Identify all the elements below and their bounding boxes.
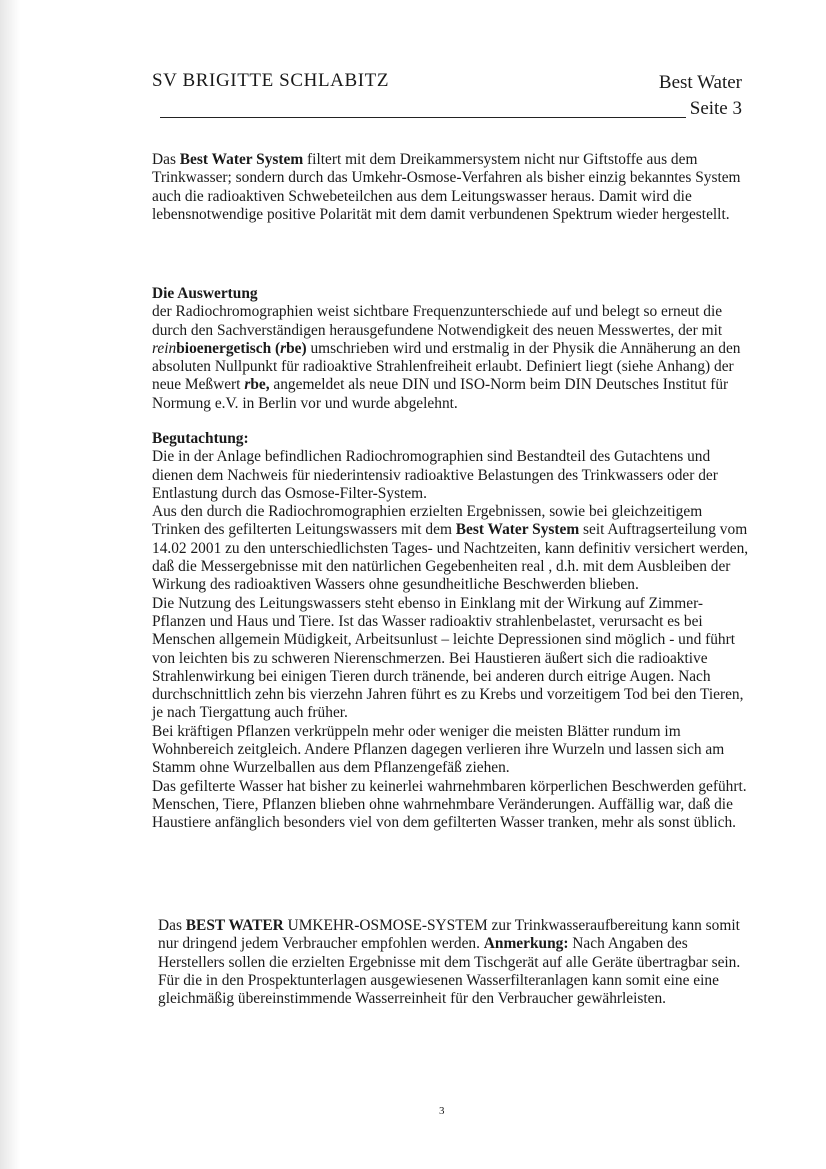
begutachtung-paragraph-2 [152,503,752,594]
begutachtung-section [152,430,752,833]
begutachtung-p2-text-b: seit Auftragserteilung vom 14.02 2001 zu den unterschiedlichsten Tages- und Nachtzeiten, kann definitiv versichert werden, daß die Messergebnisse mit den natürlichen Gegebenheiten real , d.h. mit dem Ausbleiben der Wirkung des radioaktiven Wassers ohne gesundheitliche Beschwerden blieben. [152,521,749,594]
begutachtung-p2-text-a: Aus den durch die Radiochromographien erzielten Ergebnissen, sowie bei gleichzeitigem Trinken des gefilterten Leitungswassers mit dem [152,503,703,539]
intro-paragraph [152,151,752,224]
auswertung-text-1: der Radiochromographien weist sichtbare Frequenzunterschiede auf und belegt so erneut die durch den Sachverständigen herausgefundene Notwendigkeit des neuen Messwertes, der mit [152,303,723,339]
conclusion-text-2: Nach Angaben des Herstellers sollen die erzielten Ergebnisse mit dem Tischgerät auf alle Geräte übertragbar sein. Für die in den Prospektunterlagen ausgewiesenen Wasserfilteranlagen kann somit eine eine gleichmäßig übereinstimmende Wasserreinheit für den Verbraucher gewährleisten. [158,935,741,1008]
auswertung-text-2: umschrieben wird und erstmalig in der Physik die Annäherung an den absoluten Nullpunkt für radioaktive Strahlenfreiheit erlaubt. Definiert liegt (siehe Anhang) der neue Meßwert [152,339,741,394]
begutachtung-heading: Begutachtung: [152,430,249,447]
conclusion-text-1: UMKEHR-OSMOSE-SYSTEM zur Trinkwasseraufbereitung kann somit nur dringend jedem Verbraucher empfohlen werden. [158,917,740,953]
intro-text: filtert mit dem Dreikammersystem nicht nur Giftstoffe aus dem Trinkwasser; sondern durch das Umkehr-Osmose-Verfahren als bisher einzig bekanntes System auch die radioaktiven Schwebeteilchen aus dem Leitungswasser heraus. Damit wird die lebensnotwendige positive Polarität mit dem damit verbundenen Spektrum wieder hergestellt. [152,151,741,223]
auswertung-text-3: angemeldet als neue DIN und ISO-Norm beim DIN Deutsches Institut für Normung e.V. in Berlin vor und wurde abgelehnt. [152,376,729,412]
header-rule [160,117,686,118]
header-product: Best Water [658,72,742,93]
auswertung-paragraph [152,303,752,413]
auswertung-rein: rein [152,339,177,357]
intro-bold-product: Best Water System [179,151,304,168]
begutachtung-paragraph-1: Die in der Anlage befindlichen Radiochromographien sind Bestandteil des Gutachtens und dienen dem Nachweis für niederintensiv radioaktive Belastungen des Trinkwassers oder der Entlastung durch das Osmose-Filter-System. [152,448,718,502]
auswertung-bio: bioenergetisch ( [176,339,281,357]
header-page-label: Seite 3 [689,98,742,119]
auswertung-rbe-r: r [244,376,251,394]
scan-edge-shadow [0,0,20,1169]
page-number: 3 [439,1105,445,1117]
header-author: SV BRIGITTE SCHLABITZ [152,70,390,91]
begutachtung-p2-bold-product: Best Water System [455,521,580,539]
auswertung-r: r [280,339,287,357]
conclusion-prefix: Das [158,917,186,934]
conclusion-bold-product: BEST WATER [185,917,284,934]
begutachtung-paragraph-5: Das gefilterte Wasser hat bisher zu keinerlei wahrnehmbaren körperlichen Beschwerden geführt. Menschen, Tiere, Pflanzen blieben ohne wahrnehmbare Veränderungen. Auffällig war, daß die Haustiere anfänglich besonders viel von dem gefilterten Wasser tranken, mehr als sonst üblich. [152,777,747,832]
intro-prefix: Das [152,151,180,168]
auswertung-heading: Die Auswertung [152,285,258,302]
begutachtung-paragraph-4: Bei kräftigen Pflanzen verkrüppeln mehr oder weniger die meisten Blätter rundum im Wohnbereich zeitgleich. Andere Pflanzen dagegen verlieren ihre Wurzeln und lassen sich am Stamm ohne Wurzelballen aus dem Pflanzengefäß ziehen. [152,722,725,777]
auswertung-section [152,285,752,413]
conclusion-paragraph [158,917,758,1008]
header-right [659,70,742,122]
auswertung-be: be) [286,339,307,357]
auswertung-rbe-be: be, [250,376,270,394]
begutachtung-paragraph-3: Die Nutzung des Leitungswassers steht ebenso in Einklang mit der Wirkung auf Zimmer-Pflanzen und Haus und Tiere. Ist das Wasser radioaktiv strahlenbelastet, verursacht es bei Menschen allgemein Müdigkeit, Arbeitsunlust – leichte Depressionen sind möglich - und führt von leichten bis zu schweren Nierenschmerzen. Bei Haustieren äußert sich die radioaktive Strahlenwirkung bei einigen Tieren durch tränende, bei anderen durch eitrige Augen. Nach durchschnittlich zehn bis vierzehn Jahren führt es zu Krebs und vorzeitigem Tod bei den Tieren, je nach Tiergattung auch früher. [152,594,744,722]
conclusion-bold-note: Anmerkung: [483,935,569,953]
